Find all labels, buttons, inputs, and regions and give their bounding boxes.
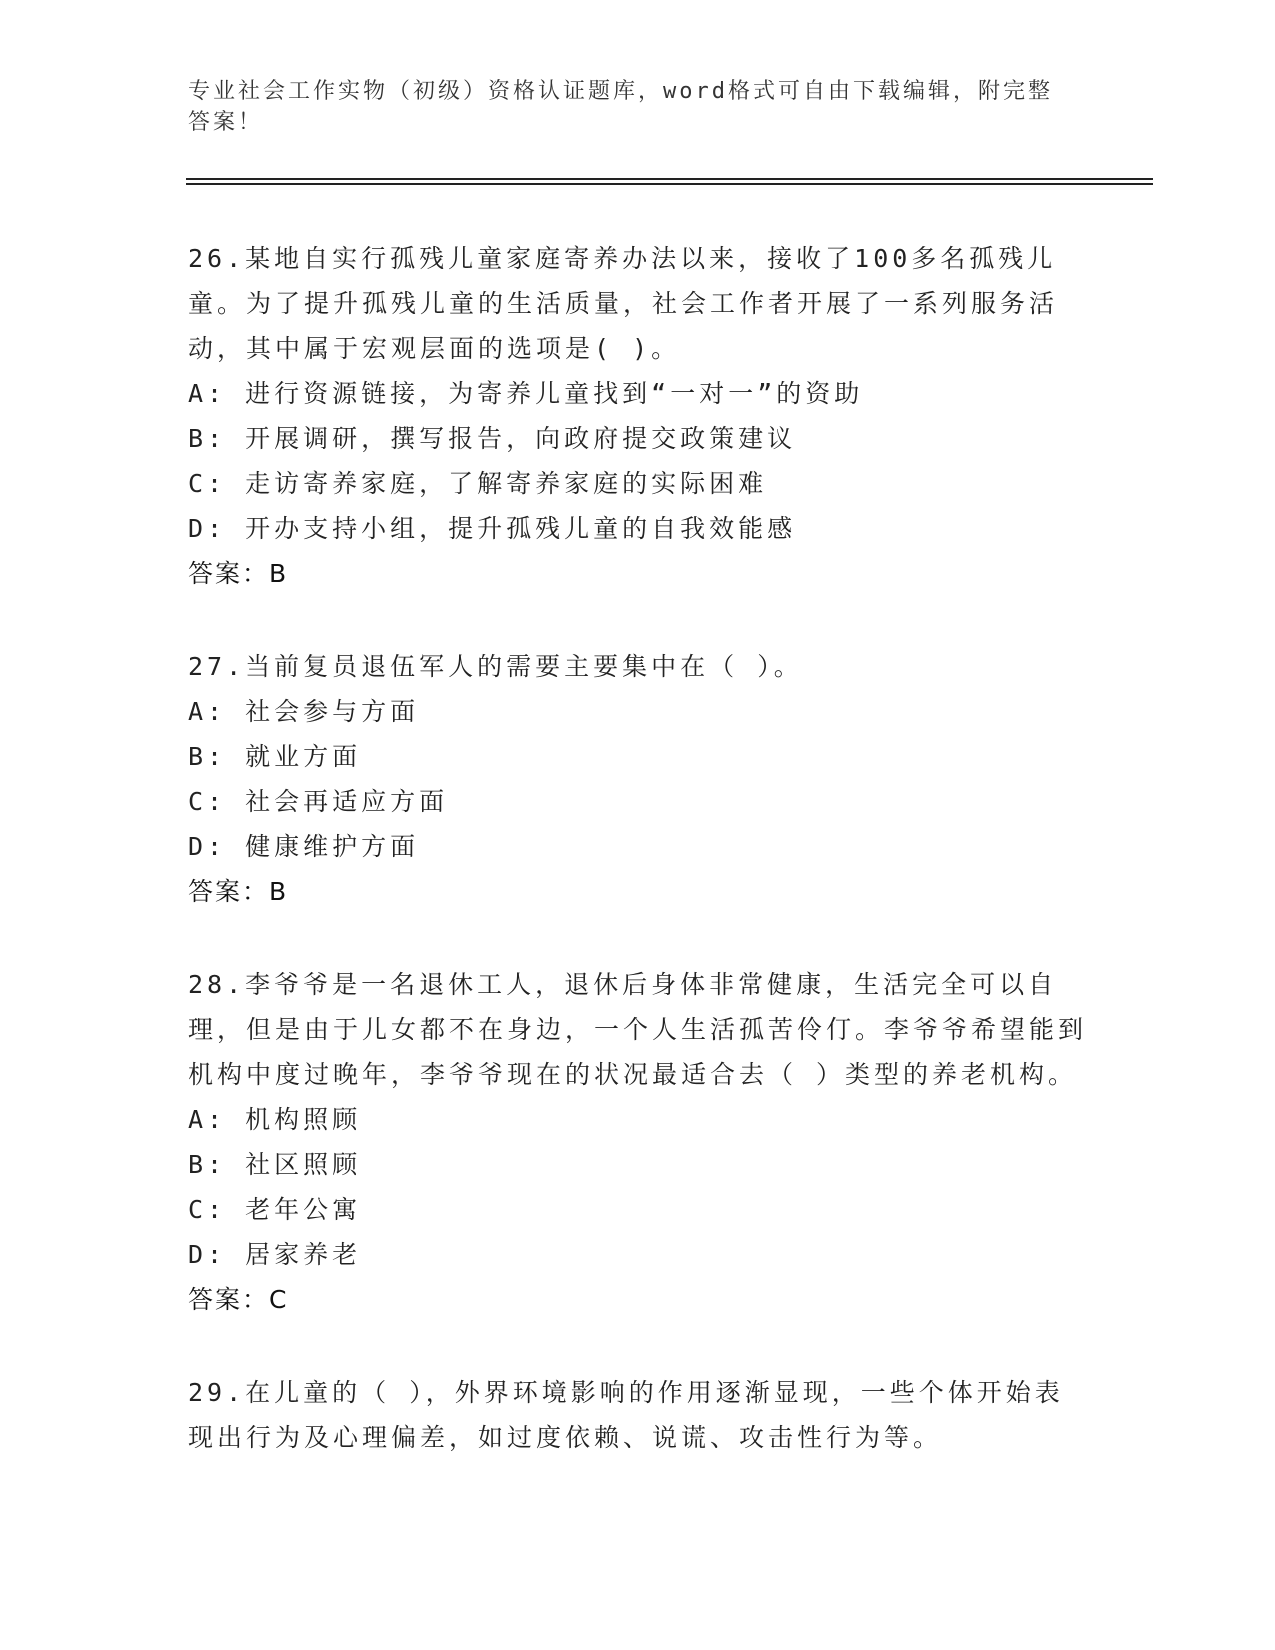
question-stem: 27.当前复员退伍军人的需要主要集中在（ ）。 [188,652,803,681]
question-stem: 28.李爷爷是一名退休工人，退休后身体非常健康，生活完全可以自理，但是由于儿女都不在身边，一个人生活孤苦伶仃。李爷爷希望能到机构中度过晚年，李爷爷现在的状况最适合去（ ）类型的养老机构。 [188,970,1088,1089]
question-27 [188,644,1088,914]
answer-line: 答案：B [188,877,289,906]
page-header: 专业社会工作实物（初级）资格认证题库，word格式可自由下载编辑，附完整答案！ [188,79,1053,135]
option-b: B: 开展调研，撰写报告，向政府提交政策建议 [188,424,797,453]
option-c: C: 走访寄养家庭，了解寄养家庭的实际困难 [188,469,768,498]
header-rule-bottom [186,183,1153,185]
question-29 [188,1370,1088,1460]
option-c: C: 社会再适应方面 [188,787,449,816]
option-a: A: 机构照顾 [188,1105,362,1134]
option-a: A: 进行资源链接，为寄养儿童找到“一对一”的资助 [188,379,864,408]
question-stem: 26.某地自实行孤残儿童家庭寄养办法以来，接收了100多名孤残儿童。为了提升孤残儿童的生活质量，社会工作者开展了一系列服务活动，其中属于宏观层面的选项是( )。 [188,244,1059,363]
answer-line: 答案：C [188,1285,289,1314]
header-rule-top [186,178,1153,180]
question-stem: 29.在儿童的（ ），外界环境影响的作用逐渐显现，一些个体开始表现出行为及心理偏差，如过度依赖、说谎、攻击性行为等。 [188,1378,1064,1452]
option-b: B: 社区照顾 [188,1150,362,1179]
option-d: D: 居家养老 [188,1240,362,1269]
option-d: D: 开办支持小组，提升孤残儿童的自我效能感 [188,514,797,543]
question-list [188,236,1088,1508]
question-28 [188,962,1088,1322]
option-d: D: 健康维护方面 [188,832,420,861]
option-c: C: 老年公寓 [188,1195,362,1224]
answer-line: 答案：B [188,559,289,588]
option-a: A: 社会参与方面 [188,697,420,726]
option-b: B: 就业方面 [188,742,362,771]
question-26 [188,236,1088,596]
